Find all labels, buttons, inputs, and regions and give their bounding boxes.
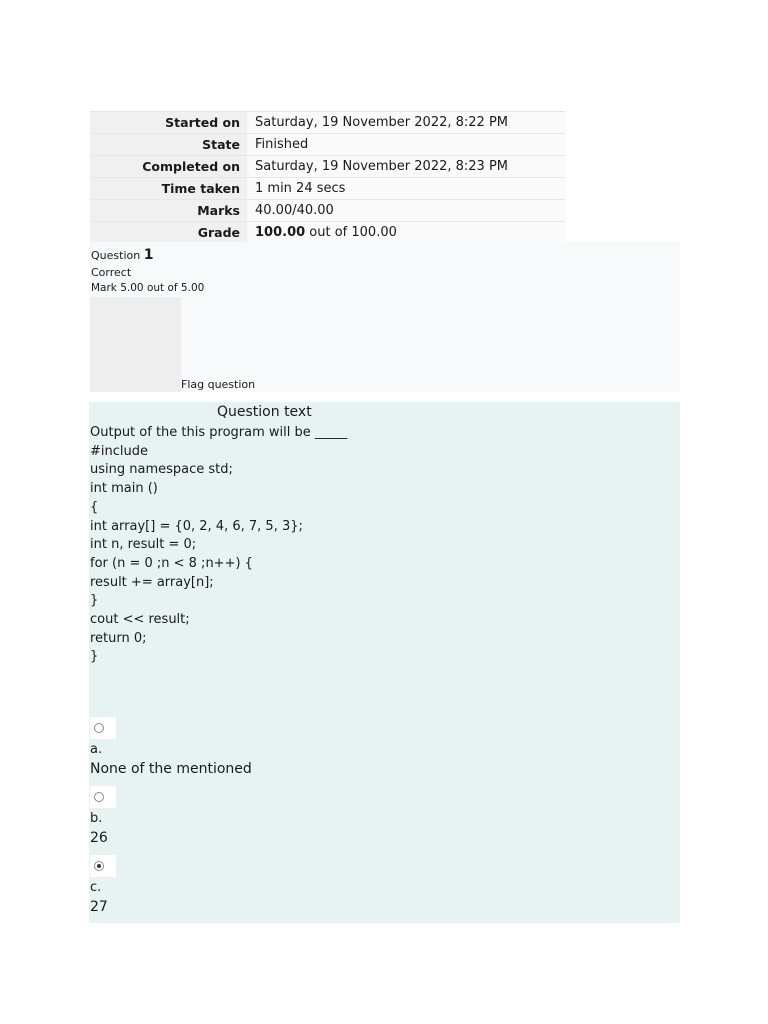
summary-row-grade	[90, 222, 565, 244]
summary-label: State	[90, 134, 247, 156]
question-line: using namespace std;	[90, 462, 233, 478]
question-line: {	[90, 499, 99, 515]
summary-value: 1 min 24 secs	[247, 178, 565, 200]
summary-row-completed	[90, 156, 565, 178]
question-line: }	[90, 649, 99, 665]
grade-suffix: out of 100.00	[305, 225, 397, 240]
option-a-radio[interactable]	[90, 717, 116, 739]
summary-label: Marks	[90, 200, 247, 222]
summary-value	[247, 222, 565, 244]
question-mark: Mark 5.00 out of 5.00	[91, 282, 205, 294]
summary-value: Saturday, 19 November 2022, 8:23 PM	[247, 156, 565, 178]
summary-label: Time taken	[90, 178, 247, 200]
question-line: #include	[90, 443, 148, 459]
question-line: }	[90, 593, 99, 609]
summary-row-time-taken	[90, 178, 565, 200]
question-line: int main ()	[90, 481, 158, 497]
summary-row-state	[90, 134, 565, 156]
question-line: cout << result;	[90, 612, 190, 628]
option-b-letter: b.	[90, 811, 103, 826]
question-line: result += array[n];	[90, 574, 214, 590]
summary-row-started	[90, 112, 565, 134]
info-block	[90, 297, 181, 392]
question-content	[89, 402, 680, 923]
option-c-radio[interactable]	[90, 855, 116, 877]
summary-label: Grade	[90, 222, 247, 244]
radio-unchecked-icon	[94, 792, 104, 802]
summary-label: Completed on	[90, 156, 247, 178]
question-text	[90, 424, 347, 667]
question-prefix: Question	[91, 249, 144, 262]
attempt-summary-table	[90, 111, 565, 243]
option-a-letter: a.	[90, 742, 103, 757]
question-text-heading: Question text	[217, 404, 312, 420]
summary-value: Finished	[247, 134, 565, 156]
summary-value: 40.00/40.00	[247, 200, 565, 222]
question-info-panel	[90, 242, 680, 392]
question-number-value: 1	[143, 247, 154, 263]
question-state: Correct	[91, 266, 132, 279]
summary-row-marks	[90, 200, 565, 222]
option-a-text: None of the mentioned	[90, 761, 252, 777]
question-line: int n, result = 0;	[90, 537, 197, 553]
radio-unchecked-icon	[94, 723, 104, 733]
option-b-radio[interactable]	[90, 786, 116, 808]
summary-value: Saturday, 19 November 2022, 8:22 PM	[247, 112, 565, 134]
radio-checked-icon	[94, 861, 104, 871]
question-line: return 0;	[90, 630, 147, 646]
question-line: for (n = 0 ;n < 8 ;n++) {	[90, 555, 253, 571]
question-line: int array[] = {0, 2, 4, 6, 7, 5, 3};	[90, 518, 303, 534]
question-number	[91, 247, 153, 263]
option-c-letter: c.	[90, 880, 102, 895]
option-b-text: 26	[90, 830, 108, 846]
option-c-text: 27	[90, 899, 108, 915]
summary-label: Started on	[90, 112, 247, 134]
grade-score: 100.00	[255, 225, 306, 240]
question-line: Output of the this program will be _____	[90, 425, 348, 440]
flag-question-link[interactable]: Flag question	[181, 378, 256, 391]
